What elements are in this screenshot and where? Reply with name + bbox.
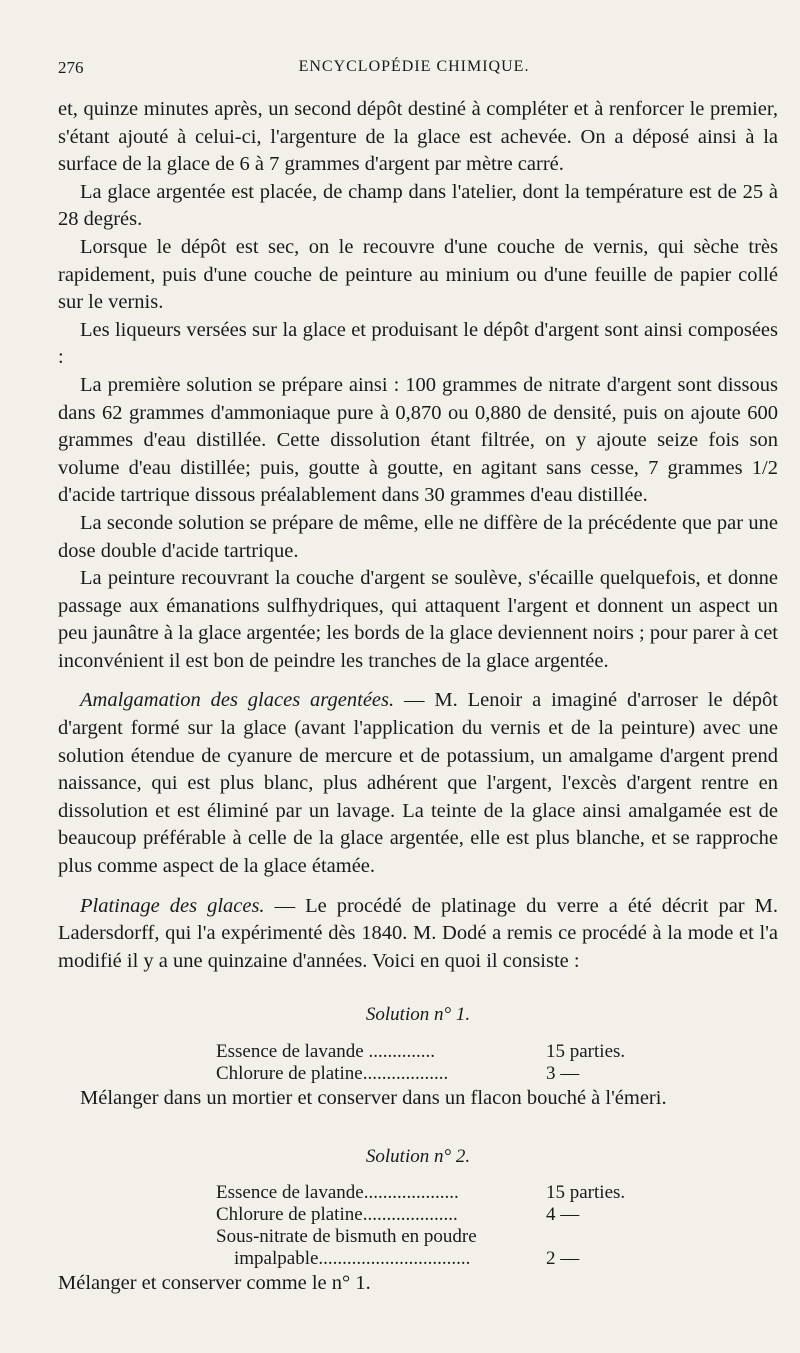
ingredient-quantity: 15 parties. xyxy=(546,1182,626,1204)
ingredient-name: Chlorure de platine xyxy=(216,1204,363,1226)
paragraph-1: et, quinze minutes après, un second dépôt destiné à compléter et à renforcer le premier, s'étant ajouté à celui-ci, l'argenture de la glace est achevée. On a déposé ainsi à la surface de la glace de 6 à 7 grammes d'argent par mètre carré. xyxy=(58,98,778,176)
solution-1-table xyxy=(216,1041,778,1085)
ingredient-quantity: 4 — xyxy=(546,1204,580,1226)
ingredient-name: Sous-nitrate de bismuth en poudre xyxy=(216,1226,477,1248)
paragraph-5: La première solution se prépare ainsi : 100 grammes de nitrate d'argent sont dissous dans 62 grammes d'ammoniaque pure à 0,870 ou 0,880 de densité, puis on ajoute 600 grammes d'eau distillée. Cette dissolution étant filtrée, on y ajoute seize fois son volume d'eau distillée; puis, goutte à goutte, en agitant sans cesse, 7 grammes 1/2 d'acide tartrique dissous préalablement dans 30 grammes d'eau distillée. xyxy=(58,373,778,507)
solution-2-instruction: Mélanger et conserver comme le n° 1. xyxy=(58,1272,371,1295)
solution-2-title: Solution n° 2. xyxy=(365,1145,471,1167)
ingredient-name: impalpable xyxy=(234,1248,319,1270)
ingredient-quantity: 15 parties. xyxy=(546,1041,626,1062)
leader-dots: .................... xyxy=(363,1182,459,1204)
platinage-heading: Platinage des glaces. xyxy=(80,894,265,917)
solution-2-row xyxy=(216,1182,778,1204)
paragraph-2: La glace argentée est placée, de champ dans l'atelier, dont la température est de 25 à 28 degrés. xyxy=(58,180,778,231)
amalgamation-text: — M. Lenoir a imaginé d'arroser le dépôt d'argent formé sur la glace (avant l'application du vernis et de la peinture) avec une solution étendue de cyanure de mercure et de potassium, un amalgame d'argent prend naissance, qui est plus blanc, plus adhérent que l'argent, l'excès d'argent rentre en dissolution et est éliminé par un lavage. La teinte de la glace ainsi amalgamée est de beaucoup préférable à celle de la glace argentée, elle est plus blanche, et se rapproche plus comme aspect de la glace étamée. xyxy=(58,689,778,878)
paragraph-7: La peinture recouvrant la couche d'argent se soulève, s'écaille quelquefois, et donne passage aux émanations sulfhydriques, qui attaquent l'argent et donnent un aspect un peu jaunâtre à la glace argentée; les bords de la glace deviennent noirs ; pour parer à cet inconvénient il est bon de peindre les tranches de la glace argentée. xyxy=(58,567,778,672)
solution-2-table xyxy=(216,1182,778,1270)
page-header xyxy=(58,58,770,84)
solution-1-row xyxy=(216,1041,778,1063)
paragraph-3: Lorsque le dépôt est sec, on le recouvre d'une couche de vernis, qui sèche très rapidement, puis d'une couche de peinture au minium ou d'une feuille de papier collé sur le vernis. xyxy=(58,235,778,314)
solution-2-row xyxy=(216,1226,778,1248)
running-title: ENCYCLOPÉDIE CHIMIQUE. xyxy=(298,58,530,75)
ingredient-name: Essence de lavande xyxy=(216,1041,369,1062)
ingredient-quantity: 2 — xyxy=(546,1248,580,1270)
platinage-paragraph xyxy=(58,893,778,976)
leader-dots: .............. xyxy=(368,1041,435,1062)
solution-1-instruction: Mélanger dans un mortier et conserver dans un flacon bouché à l'émeri. xyxy=(80,1087,667,1109)
page-number: 276 xyxy=(58,58,84,77)
ingredient-name: Chlorure de platine xyxy=(216,1063,363,1084)
platinage-text: — Le procédé de platinage du verre a été décrit par M. Ladersdorff, qui l'a expérimenté dès 1840. M. Dodé a remis ce procédé à la mode et l'a modifié il y a une quinzaine d'années. Voici en quoi il consiste : xyxy=(58,894,779,972)
leader-dots: ................................ xyxy=(318,1248,471,1270)
solution-2-row xyxy=(216,1204,778,1226)
page-body xyxy=(58,96,778,1298)
leader-dots: .................... xyxy=(362,1204,458,1226)
leader-dots: .................. xyxy=(362,1063,449,1084)
amalgamation-paragraph xyxy=(58,687,778,880)
ingredient-name: Essence de lavande xyxy=(216,1182,364,1204)
paragraph-6: La seconde solution se prépare de même, elle ne diffère de la précédente que par une dose double d'acide tartrique. xyxy=(58,511,778,562)
paragraph-4: Les liqueurs versées sur la glace et produisant le dépôt d'argent sont ainsi composées : xyxy=(58,318,778,369)
solution-2-row xyxy=(216,1248,778,1270)
amalgamation-heading: Amalgamation des glaces argentées. xyxy=(80,689,395,712)
solution-1-title: Solution n° 1. xyxy=(365,1004,471,1026)
ingredient-quantity: 3 — xyxy=(546,1063,580,1084)
solution-1-row xyxy=(216,1063,778,1085)
